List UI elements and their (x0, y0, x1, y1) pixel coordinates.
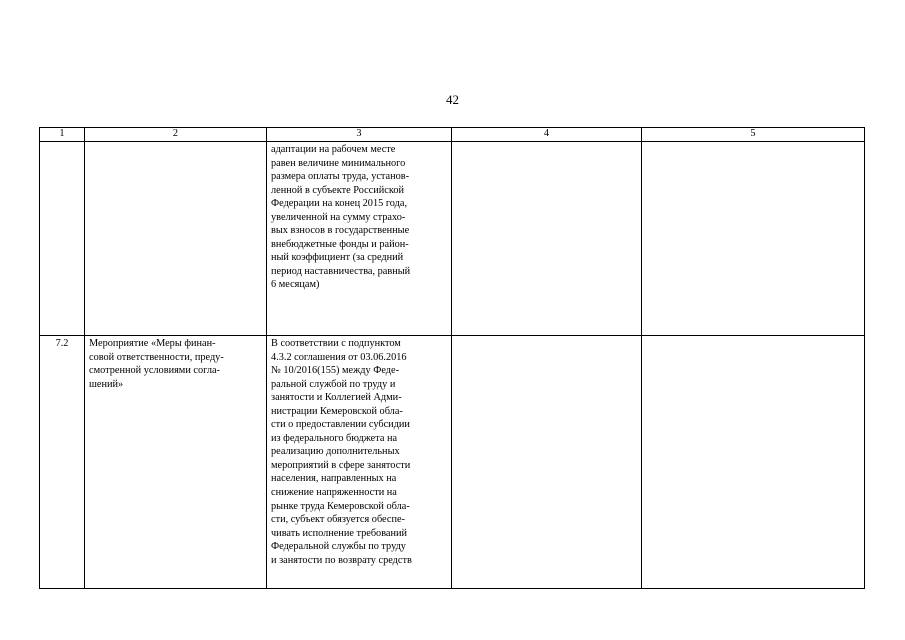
text-line: снижение напряженности на (271, 487, 397, 499)
text-line: чивать исполнение требований (271, 527, 408, 539)
description-cell (267, 142, 452, 336)
column-header-1: 1 (40, 128, 85, 142)
text-line: и занятости по возврату средств (271, 554, 412, 566)
text-line: реализацию дополнительных (271, 446, 400, 458)
text-line: шений» (89, 378, 124, 390)
text-line: размера оплаты труда, установ- (271, 171, 410, 183)
document-table (39, 127, 865, 589)
table-row-7-2 (40, 336, 865, 589)
text-line: равен величине минимального (271, 157, 406, 169)
text-line: адаптации на рабочем месте (271, 144, 396, 155)
text-line: Федерации на конец 2015 года, (271, 198, 408, 210)
text-line: Федеральной службы по труду (271, 541, 406, 553)
text-line: вых взносов в государственные (271, 225, 410, 237)
row-number-cell (40, 142, 85, 336)
table-row-continuation (40, 142, 865, 336)
column-header-3: 3 (267, 128, 452, 142)
column-5-cell (642, 336, 865, 589)
text-line: ный коэффициент (за средний (271, 252, 404, 264)
text-line: Мероприятие «Меры финан- (89, 338, 216, 349)
activity-name-cell (85, 142, 267, 336)
text-line: ленной в субъекте Российской (271, 184, 404, 196)
column-4-cell (452, 336, 642, 589)
text-line: увеличенной на сумму страхо- (271, 211, 406, 223)
text-line: занятости и Коллегией Адми- (271, 392, 402, 404)
text-line: внебюджетные фонды и район- (271, 238, 409, 250)
page-number: 42 (446, 92, 459, 107)
column-header-2: 2 (85, 128, 267, 142)
column-header-5: 5 (642, 128, 865, 142)
column-4-cell (452, 142, 642, 336)
text-line: рынке труда Кемеровской обла- (271, 500, 410, 512)
table-header-row (40, 128, 865, 142)
text-line: смотренной условиями согла- (89, 365, 220, 377)
text-line: мероприятий в сфере занятости (271, 459, 411, 471)
text-line: сти о предоставлении субсидии (271, 419, 410, 431)
activity-name-cell (85, 336, 267, 589)
text-line: сти, субъект обязуется обеспе- (271, 514, 405, 526)
column-5-cell (642, 142, 865, 336)
text-line: 6 месяцам) (271, 279, 320, 291)
text-line: населения, направленных на (271, 473, 397, 485)
text-line: № 10/2016(155) между Феде- (271, 365, 399, 377)
text-line: 4.3.2 соглашения от 03.06.2016 (271, 351, 407, 363)
text-line: период наставничества, равный (271, 265, 411, 277)
description-cell (267, 336, 452, 589)
text-line: В соответствии с подпунктом (271, 338, 401, 349)
row-number-cell: 7.2 (40, 336, 85, 589)
column-header-4: 4 (452, 128, 642, 142)
text-line: ральной службой по труду и (271, 378, 396, 390)
text-line: совой ответственности, преду- (89, 351, 224, 363)
text-line: из федерального бюджета на (271, 432, 398, 444)
text-line: нистрации Кемеровской обла- (271, 405, 403, 417)
